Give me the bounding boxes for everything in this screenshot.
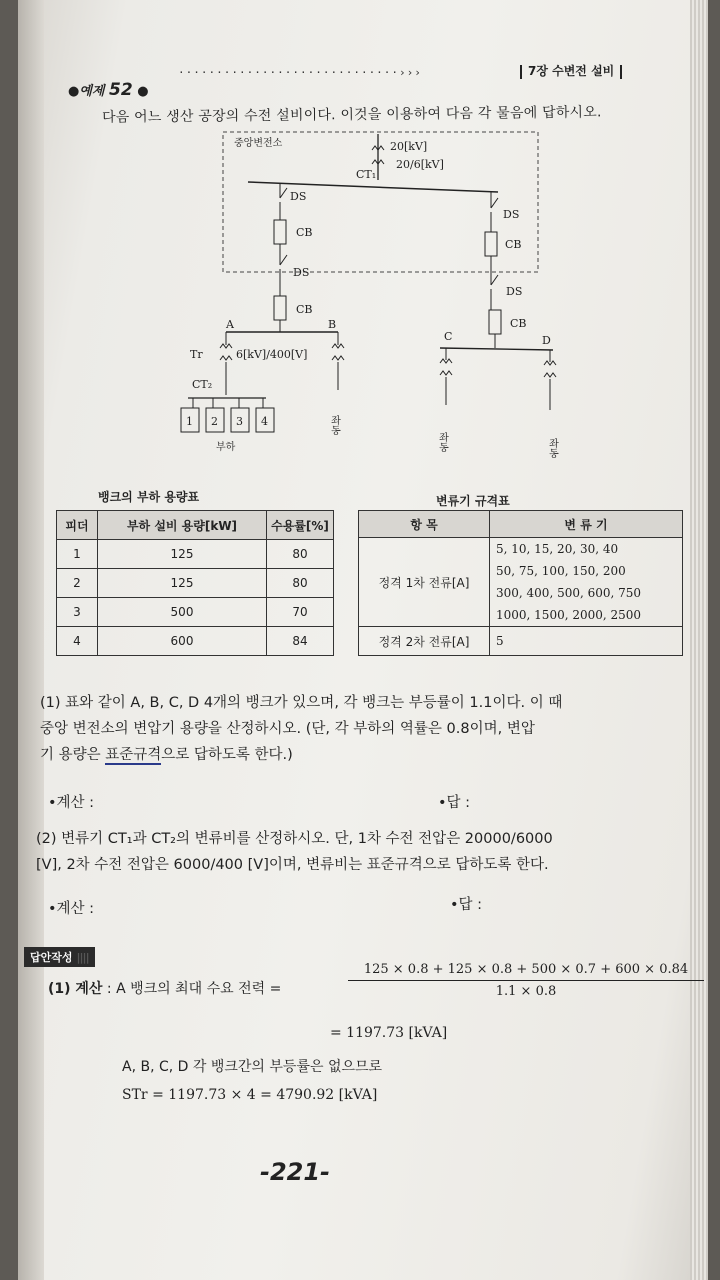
fraction-denominator: 1.1 × 0.8: [495, 984, 557, 999]
cb-3: [485, 232, 497, 256]
omit-label-d: 좌동: [546, 438, 558, 458]
cell: 2: [57, 569, 98, 598]
answer-str: STr = 1197.73 × 4 = 4790.92 [kVA]: [122, 1087, 378, 1103]
omit-label-c: 좌동: [436, 432, 448, 452]
tr-ratio-label: 6[kV]/400[V]: [236, 348, 308, 361]
answer-note: A, B, C, D 각 뱅크간의 부등률은 없으므로: [122, 1059, 383, 1075]
example-badge: [68, 80, 149, 100]
table-header-row: [57, 511, 334, 540]
tr-symbol-b: [332, 344, 344, 360]
question-1: [40, 690, 700, 768]
cell: 500: [98, 598, 267, 627]
table-row: [57, 598, 334, 627]
secondary-current-label: 정격 2차 전류[A]: [359, 627, 490, 656]
table-header-row: [359, 511, 683, 538]
header-ct: 변 류 기: [490, 511, 683, 538]
example-prefix: ●예제: [68, 84, 105, 99]
ct1-label: CT₁: [356, 168, 377, 181]
load-caption: 부하: [216, 442, 236, 453]
cell: 1: [57, 540, 98, 569]
secondary-current-value: 5: [490, 627, 683, 656]
chapter-title: 7장 수변전 설비: [514, 62, 628, 79]
ds-label-2: DS: [293, 266, 310, 279]
cb-label-1: CB: [296, 226, 313, 239]
page-edges: [690, 0, 708, 1280]
table-row: [359, 538, 683, 627]
answer-calc-line: [48, 976, 281, 1002]
voltage-top-label: 20[kV]: [390, 140, 428, 153]
bus-cd: [440, 348, 553, 350]
ct-spec-table: [358, 510, 683, 656]
ct2-label: CT₂: [192, 378, 213, 391]
table1-caption: 뱅크의 부하 용량표: [98, 490, 200, 504]
header-capacity: 부하 설비 용량[kW]: [98, 511, 267, 540]
cell: 84: [267, 627, 334, 656]
tr-symbol-a: [220, 344, 232, 360]
ds-label-4: DS: [506, 285, 523, 298]
cell: 600: [98, 627, 267, 656]
load-label-3: 3: [236, 415, 243, 428]
answer-result: = 1197.73 [kVA]: [330, 1025, 448, 1041]
cell: 125: [98, 540, 267, 569]
cell: 80: [267, 540, 334, 569]
fraction: [348, 962, 704, 999]
bus-a-label: A: [226, 318, 234, 331]
bus-c-label: C: [444, 330, 453, 343]
q1-line3-pre: 기 용량은: [40, 747, 106, 763]
q1-line1: (1) 표와 같이 A, B, C, D 4개의 뱅크가 있으며, 각 뱅크는 부등률이 1.1이다. 이 때: [40, 695, 563, 711]
table-row: [57, 569, 334, 598]
primary-current-label: 정격 1차 전류[A]: [359, 538, 490, 627]
cb-label-2: CB: [296, 303, 313, 316]
cb-1: [274, 220, 286, 244]
bank-load-table: [56, 510, 334, 656]
q1-calc-label: •계산 :: [48, 795, 95, 811]
bus-b-label: B: [328, 318, 337, 331]
single-line-diagram: [148, 120, 578, 460]
question-text: 다음 어느 생산 공장의 수전 설비이다. 이것을 이용하여 다음 각 물음에 답하시오.: [101, 104, 602, 126]
load-label-1: 1: [186, 415, 193, 428]
ds-label-1: DS: [290, 190, 307, 203]
voltage-ratio-label: 20/6[kV]: [396, 158, 444, 171]
substation-label: 중앙변전소: [234, 138, 283, 149]
book-page: [18, 0, 708, 1280]
cell: 125: [98, 569, 267, 598]
q1-line3-post: 으로 답하도록 한다.): [161, 747, 293, 763]
rating-line: 1000, 1500, 2000, 2500: [496, 608, 642, 622]
table-row: [57, 627, 334, 656]
rating-line: 300, 400, 500, 600, 750: [496, 586, 642, 600]
header-dots: ·····························›››: [178, 66, 422, 79]
table-row: [57, 540, 334, 569]
q2-line2: [V], 2차 수전 전압은 6000/400 [V]이며, 변류비는 표준규격으로 답하도록 한다.: [36, 857, 549, 873]
answer-section-tag: 답안작성 ||||: [24, 947, 95, 967]
header-item: 항 목: [359, 511, 490, 538]
question-2: [36, 826, 708, 878]
cell: 70: [267, 598, 334, 627]
page-number: -221-: [260, 1158, 331, 1186]
fraction-numerator: 125 × 0.8 + 125 × 0.8 + 500 × 0.7 + 600 × 0.84: [348, 962, 704, 981]
bus-d-label: D: [542, 334, 551, 347]
table-row: [359, 627, 683, 656]
book-spine: [18, 0, 44, 1280]
omit-label-b: 좌동: [328, 415, 340, 435]
example-number: 52: [109, 80, 133, 100]
ds-label-3: DS: [503, 208, 520, 221]
q1-answer-label: •답 :: [438, 795, 471, 811]
q2-calc-label: •계산 :: [48, 901, 95, 917]
cell: 3: [57, 598, 98, 627]
header-demand: 수용률[%]: [267, 511, 334, 540]
q1-underlined-term: 표준규격: [105, 747, 162, 763]
cell: 80: [267, 569, 334, 598]
q1-line2: 중앙 변전소의 변압기 용량을 산정하시오. (단, 각 부하의 역률은 0.8이며, 변압: [40, 721, 535, 737]
table2-caption: 변류기 규격표: [436, 494, 510, 508]
tr-label: Tr: [190, 348, 203, 361]
load-label-2: 2: [211, 415, 218, 428]
header-feeder: 피더: [57, 511, 98, 540]
cb-label-3: CB: [505, 238, 522, 251]
answer-calc-text: : A 뱅크의 최대 수요 전력 =: [106, 981, 282, 997]
q2-line1: (2) 변류기 CT₁과 CT₂의 변류비를 산정하시오. 단, 1차 수전 전압은 20000/6000: [36, 831, 553, 847]
cb-label-4: CB: [510, 317, 527, 330]
primary-current-values: [490, 538, 683, 627]
answer-calc-label: (1) 계산: [48, 981, 103, 997]
cell: 4: [57, 627, 98, 656]
load-label-4: 4: [261, 415, 268, 428]
example-suffix: ●: [137, 84, 149, 99]
rating-line: 5, 10, 15, 20, 30, 40: [496, 542, 619, 556]
cb-2: [274, 296, 286, 320]
tr-symbol-c: [440, 359, 452, 375]
q2-answer-label: •답 :: [450, 897, 483, 913]
cb-4: [489, 310, 501, 334]
rating-line: 50, 75, 100, 150, 200: [496, 564, 626, 578]
tr-symbol-d: [544, 361, 556, 377]
q1-line3: [40, 742, 700, 768]
